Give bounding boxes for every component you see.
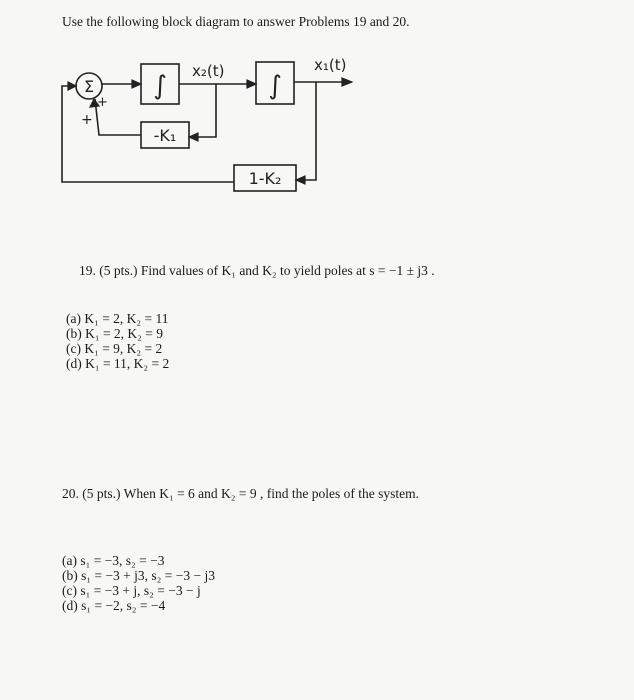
integrator-symbol-1: ∫ bbox=[153, 71, 167, 101]
intro-text: Use the following block diagram to answer Problems 19 and 20. bbox=[62, 14, 410, 29]
question-19-text: 19. (5 pts.) Find values of K₁ and K₂ to yield poles at s = −1 ± j3 . bbox=[79, 263, 435, 278]
option-19b: (b) K₁ = 2, K₂ = 9 bbox=[66, 326, 164, 341]
option-20d: (d) s₁ = −2, s₂ = −4 bbox=[62, 598, 166, 613]
signal-label-x2: x₂(t) bbox=[192, 62, 225, 80]
summer-symbol: Σ bbox=[83, 77, 95, 96]
gain-label-k1: -K₁ bbox=[153, 126, 177, 145]
outer-feedback-return bbox=[62, 86, 234, 182]
inner-feedback-line bbox=[189, 84, 216, 137]
signal-label-x1: x₁(t) bbox=[314, 56, 347, 74]
option-20b: (b) s₁ = −3 + j3, s₂ = −3 − j3 bbox=[62, 568, 215, 583]
option-19c: (c) K₁ = 9, K₂ = 2 bbox=[66, 341, 163, 356]
arrowhead-icon bbox=[296, 176, 305, 184]
gain-label-k2: 1-K₂ bbox=[248, 169, 282, 188]
question-20-options bbox=[62, 553, 215, 613]
arrowhead-icon bbox=[132, 80, 141, 88]
arrowhead-icon bbox=[247, 80, 256, 88]
arrowhead-icon bbox=[189, 133, 198, 141]
question-20-text: 20. (5 pts.) When K₁ = 6 and K₂ = 9 , find the poles of the system. bbox=[62, 486, 419, 501]
option-19d: (d) K₁ = 11, K₂ = 2 bbox=[66, 356, 170, 371]
option-20a: (a) s₁ = −3, s₂ = −3 bbox=[62, 553, 165, 568]
arrowhead-icon bbox=[342, 78, 352, 86]
integrator-symbol-2: ∫ bbox=[268, 71, 282, 101]
question-19-options bbox=[66, 311, 169, 371]
plus-sign-left: + bbox=[81, 112, 93, 128]
plus-sign-inner: + bbox=[97, 95, 108, 110]
option-20c: (c) s₁ = −3 + j, s₂ = −3 − j bbox=[62, 583, 201, 598]
outer-feedback-line bbox=[296, 82, 316, 180]
option-19a: (a) K₁ = 2, K₂ = 11 bbox=[66, 311, 169, 326]
arrowhead-icon bbox=[68, 82, 76, 90]
